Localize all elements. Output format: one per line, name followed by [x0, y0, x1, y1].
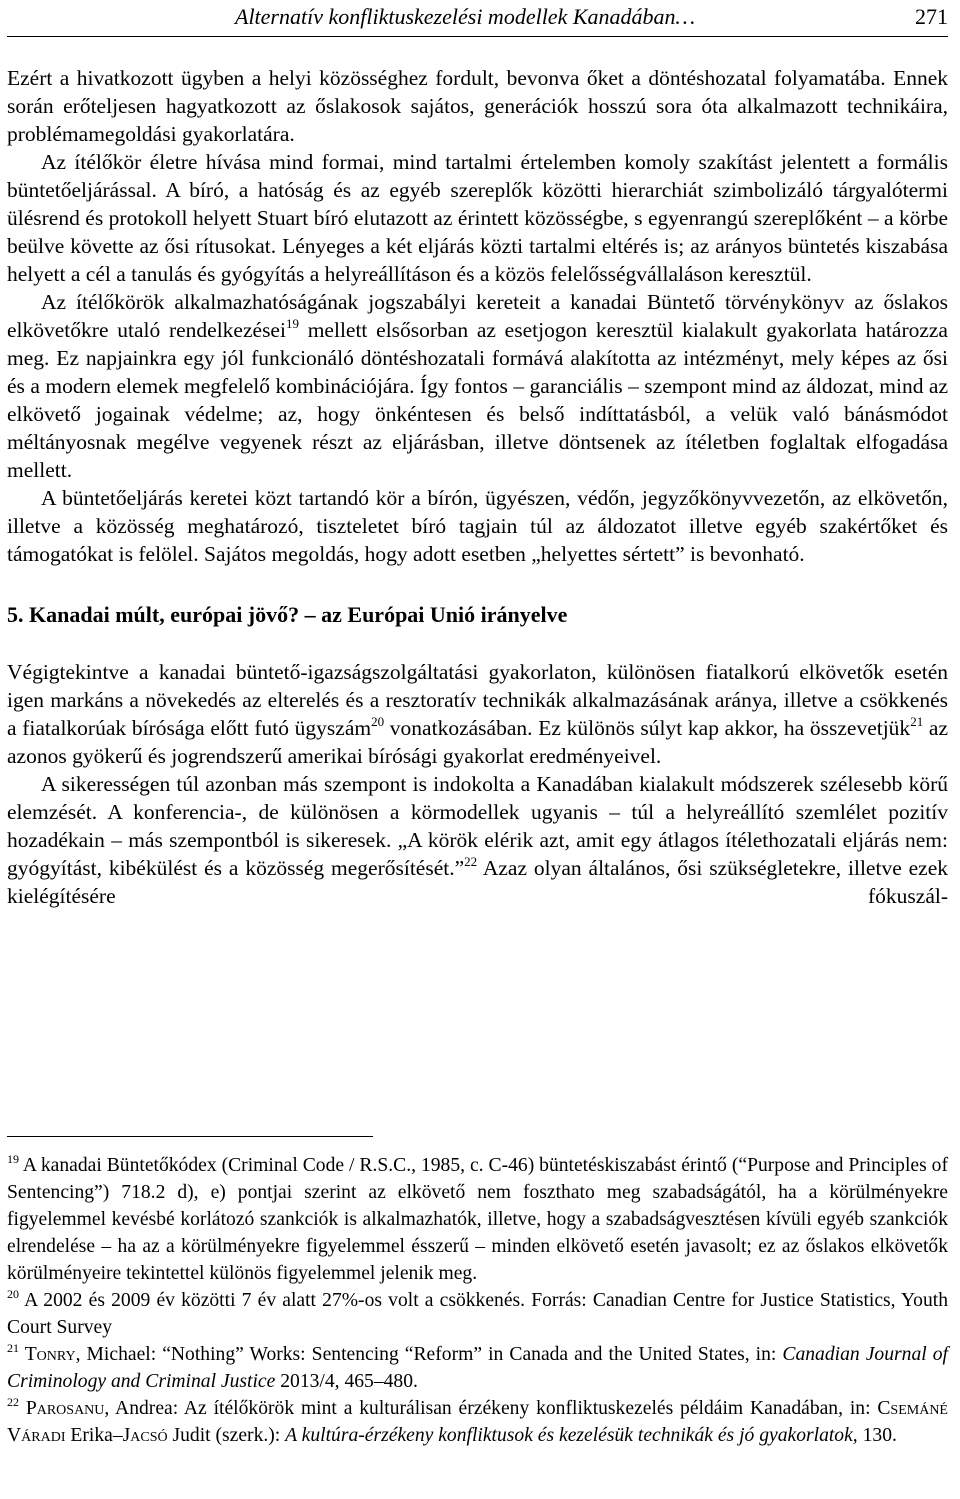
- footnote-22: [7, 1395, 948, 1449]
- footnote-author: Tonry: [19, 1344, 76, 1365]
- paragraph-4: A büntetőeljárás keretei közt tartandó kör a bírón, ügyészen, védőn, jegyzőkönyvvezetőn, az elkövetőn, illetve a közösség meghatározó, tiszteletet bíró tagjain túl az áldozatot illetve egyéb szakértőket és támogatókat is felölel. Sajátos megoldás, hogy adott esetben „helyettes sértett” is bevonható.: [7, 486, 948, 566]
- footnote-divider: [7, 1136, 373, 1137]
- footnote-20: [7, 1287, 948, 1341]
- paragraph-5-text-c: az azonos gyökerű és jogrendszerű amerikai bírósági gyakorlat eredményeivel.: [7, 716, 948, 768]
- footnote-editor: acsó: [130, 1425, 168, 1446]
- paragraph-5-text-b: vonatkozásában. Ez különös súlyt kap akkor, ha összevetjük: [384, 716, 911, 740]
- footnote-number: 19: [7, 1152, 19, 1166]
- paragraph-3: [7, 288, 948, 484]
- running-header: [7, 0, 948, 37]
- footnote-text: 2013/4, 465–480.: [275, 1371, 418, 1392]
- footnote-text: A 2002 és 2009 év közötti 7 év alatt 27%-os volt a csökkenés. Forrás: Canadian Centre for Justice Statistics, Youth Court Survey: [7, 1290, 948, 1338]
- footnote-author: Parosanu: [19, 1398, 105, 1419]
- section-heading: 5. Kanadai múlt, európai jövő? – az Európai Unió irányelve: [7, 602, 568, 627]
- footnote-ref-20[interactable]: 20: [371, 714, 385, 729]
- paragraph-1: Ezért a hivatkozott ügyben a helyi közösséghez fordult, bevonva őket a döntéshozatal folyamatába. Ennek során erőteljesen hagyatkozott az őslakosok sajátos, generációk hosszú sora óta alkalmazott technikáira, problémamegoldási gyakorlatára.: [7, 66, 948, 146]
- paragraph-5-text-a: Végigtekintve a kanadai büntető-igazságszolgáltatási gyakorlaton, különösen fiatalkorú elkövetők esetén igen markáns a növekedés az elterelés és a resztoratív technikák alkalmazásának aránya, illetve a csökkenés a fiatalkorúak bírósága előtt futó ügyszám: [7, 660, 948, 740]
- paragraph-6: [7, 770, 948, 910]
- footnote-editor: semáné: [890, 1398, 948, 1419]
- running-title: Alternatív konfliktuskezelési modellek Kanadában…: [235, 4, 696, 29]
- footnotes: [7, 1152, 948, 1449]
- footnote-19: [7, 1152, 948, 1287]
- page-number: 271: [915, 4, 948, 29]
- footnote-text: , Andrea: Az ítélőkörök mint a kulturálisan érzékeny konfliktuskezelés példáim Kanadában, in: C: [104, 1398, 891, 1419]
- paragraph-5: [7, 658, 948, 770]
- footnote-text: A kanadai Büntetőkódex (Criminal Code / R.S.C., 1985, c. C-46) büntetéskiszabást érintő (“Purpose and Principles of Sentencing”) 718.2 d), e) pontjai szerint az elkövető nem foszthato meg szabadságától, ha a körülményekre figyelemmel kevésbé korlátozó szankciók is alkalmazhatók, illetve, hogy a szabadságvesztésen kívüli egyéb szankciók elrendelése – ha az a körülményekre figyelemmel ésszerű – minden elkövető esetén javasolt; ez az őslakos elkövetők körülményeire tekintettel különös figyelemmel jelenik meg.: [7, 1155, 948, 1284]
- paragraph-3-text-a: Az ítélőkörök alkalmazhatóságának jogszabályi kereteit a kanadai Büntető törvénykönyv az őslakos elkövetőkre utaló rendelkezései: [7, 290, 948, 342]
- footnote-journal: Canadian Journal of Criminology and Criminal Justice: [7, 1344, 948, 1392]
- footnote-21: [7, 1341, 948, 1395]
- footnote-book-title: A kultúra-érzékeny konfliktusok és kezelésük technikák és jó gyakorlatok,: [285, 1425, 858, 1446]
- footnote-ref-19[interactable]: 19: [285, 316, 299, 331]
- footnote-number: 20: [7, 1287, 19, 1301]
- paragraph-2: Az ítélőkör életre hívása mind formai, mind tartalmi értelemben komoly szakítást jelentett a formális büntetőeljárással. A bíró, a hatóság és az egyéb szereplők közötti hierarchiát szimbolizáló tárgyalótermi ülésrend és protokoll helyett Stuart bíró elutazott az érintett közösségbe, s egyenrangú szereplőként – a körbe beülve követte az ősi rítusokat. Lényeges a két eljárás közti tartalmi eltérés is; az arányos büntetés kiszabása helyett a cél a tanulás és gyógyítás a helyreállításon és a közös felelősségvállaláson keresztül.: [7, 150, 948, 286]
- footnote-text: 130.: [857, 1425, 897, 1446]
- footnote-number: 22: [7, 1395, 19, 1409]
- main-text: [7, 64, 948, 910]
- footnote-text: Erika–J: [65, 1425, 131, 1446]
- paragraph-3-text-b: mellett elsősorban az esetjogon keresztül kialakult gyakorlata határozza meg. Ez napjainkra egy jól funkcionáló döntéshozatali formává alakította az intézményt, mely képes az ősi és a modern elemek megfelelő kombinációjára. Így fontos – garanciális – szempont mind az áldozat, mind az elkövető jogainak védelme; az, hogy önkéntesen és belső indíttatásból, a velük való bánásmódot méltányosnak megélve vegyenek részt az eljárásban, illetve döntsenek az ítéletben foglaltak elfogadása mellett.: [7, 318, 948, 482]
- footnote-ref-22[interactable]: 22: [464, 854, 478, 869]
- footnote-editor: Váradi: [7, 1425, 66, 1446]
- footnote-text: Judit (szerk.):: [167, 1425, 286, 1446]
- footnote-ref-21[interactable]: 21: [910, 714, 924, 729]
- paragraph-6-text-a: A sikerességen túl azonban más szempont is indokolta a Kanadában kialakult módszerek szélesebb körű elemzését. A konferencia-, de különösen a körmodellek ugyanis – túl a helyreállító szemlélet pozitív hozadékain – más szempontból is sikeresek. „A körök elérik azt, amit egy átlagos ítélethozatali eljárás nem: gyógyítást, kibékülést és a közösség megerősítését.”: [7, 772, 948, 880]
- footnote-text: , Michael: “Nothing” Works: Sentencing “Reform” in Canada and the United States, in:: [75, 1344, 783, 1365]
- footnote-number: 21: [7, 1341, 19, 1355]
- paragraph-6-text-b: Azaz olyan általános, ősi szükségletekre, illetve ezek kielégítésére fókuszál-: [7, 856, 948, 908]
